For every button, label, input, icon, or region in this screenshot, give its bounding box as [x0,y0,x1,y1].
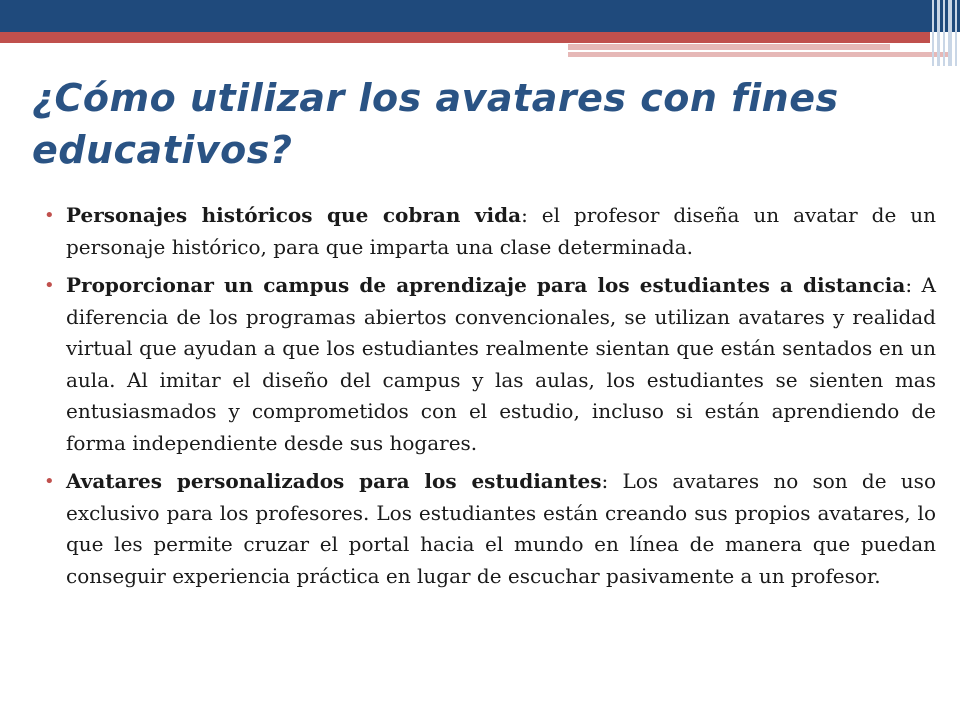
bullet-dot-icon: • [44,471,55,492]
bullet-item [44,200,936,263]
bullet-term: Personajes históricos que cobran vida [66,203,522,227]
bullet-text: : A diferencia de los programas abiertos convencionales, se utilizan avatares y realidad virtual que ayudan a que los estudiantes realmente sientan que están sentados en un aula. Al imitar el diseño del campus y las aulas, los estudiantes se sienten mas entusiasmados y comprometidos con el estudio, incluso si están aprendiendo de forma independiente desde sus hogares. [66,273,936,455]
bullet-list [44,200,936,599]
header-band-red [0,32,930,43]
bullet-item [44,270,936,459]
header-accent-line-2 [568,52,948,57]
bullet-text: : el profesor diseña un avatar de un personaje histórico, para que imparta una clase determinada. [66,203,936,259]
header-stripes-decoration [928,0,960,66]
bullet-dot-icon: • [44,275,55,296]
bullet-term: Avatares personalizados para los estudiantes [66,469,602,493]
header-accent-line [568,44,890,50]
bullet-dot-icon: • [44,205,55,226]
bullet-text: : Los avatares no son de uso exclusivo para los profesores. Los estudiantes están creando sus propios avatares, lo que les permite cruzar el portal hacia el mundo en línea de manera que puedan conseguir experiencia práctica en lugar de escuchar pasivamente a un profesor. [66,469,936,588]
header-band-blue [0,0,960,32]
bullet-item [44,466,936,592]
slide-title: ¿Cómo utilizar los avatares con fines educativos? [32,76,839,172]
bullet-term: Proporcionar un campus de aprendizaje para los estudiantes a distancia [66,273,906,297]
